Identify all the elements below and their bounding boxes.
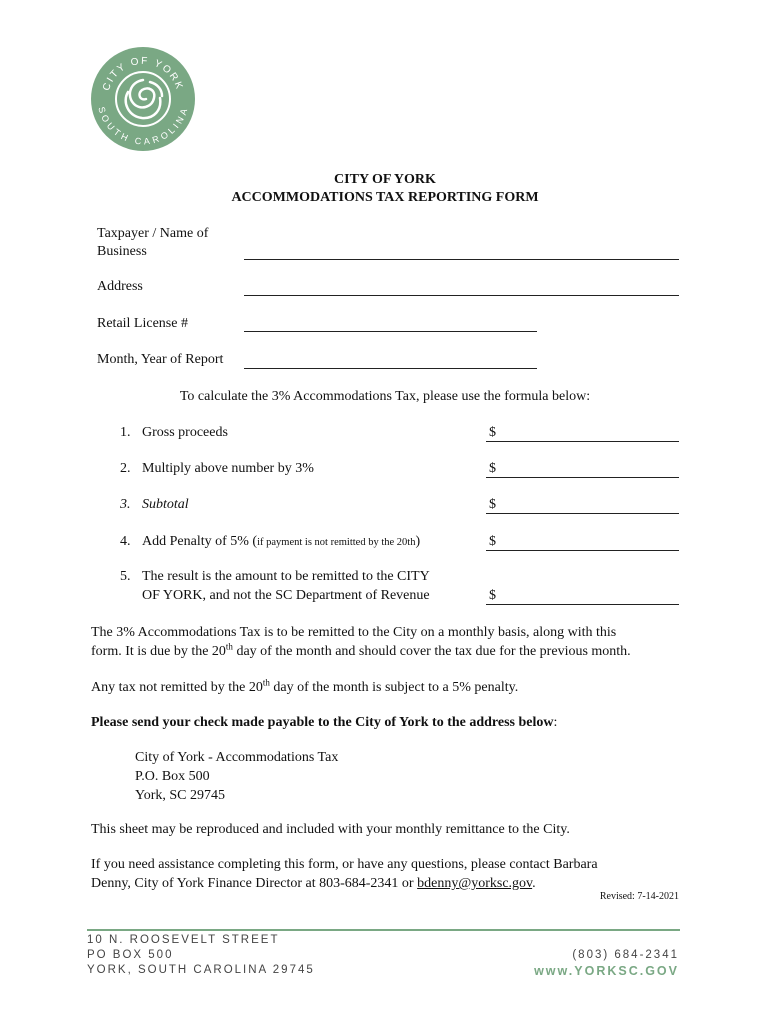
- step-1-number: 1.: [120, 425, 131, 440]
- p1-line2: [91, 642, 691, 661]
- address-label: Address: [97, 279, 143, 294]
- heading-city: CITY OF YORK: [334, 172, 436, 187]
- address-line-3: York, SC 29745: [135, 788, 225, 803]
- step-2-dollar: $: [489, 461, 496, 476]
- seal-bottom-text: SOUTH CAROLINA: [96, 105, 190, 147]
- address-line-2: P.O. Box 500: [135, 769, 210, 784]
- contact-line-1: If you need assistance completing this form, or have any questions, please contact Barbara: [91, 857, 598, 872]
- footer-street: 10 N. ROOSEVELT STREET: [87, 934, 280, 946]
- p1-b: form. It is due by the 20: [91, 644, 226, 659]
- step-5-dollar: $: [489, 588, 496, 603]
- mailing-address: [135, 748, 338, 805]
- step-4-text: [142, 534, 420, 550]
- formula-intro: To calculate the 3% Accommodations Tax, please use the formula below:: [179, 389, 591, 404]
- step-5-input-line[interactable]: [486, 604, 679, 605]
- step-4-note: if payment is not remitted by the 20th: [257, 537, 416, 548]
- paragraph-penalty: [91, 678, 518, 697]
- step-4-close: ): [415, 534, 421, 549]
- p2-b: day of the month is subject to a 5% penalty.: [269, 680, 519, 695]
- p2-a: Any tax not remitted by the 20: [91, 680, 263, 695]
- step-2-number: 2.: [120, 461, 131, 476]
- step-3-dollar: $: [489, 497, 496, 512]
- step-1-text: Gross proceeds: [142, 425, 228, 440]
- contact-text: Denny, City of York Finance Director at 803-684-2341 or: [91, 876, 418, 891]
- taxpayer-input-line[interactable]: [244, 259, 679, 260]
- paragraph-send-check: [91, 713, 557, 732]
- contact-period: .: [532, 876, 536, 891]
- step-5-number: 5.: [120, 569, 131, 584]
- step-3-number: 3.: [120, 497, 131, 512]
- contact-email-link[interactable]: bdenny@yorksc.gov: [417, 876, 533, 891]
- footer-pobox: PO BOX 500: [87, 949, 174, 961]
- month-year-input-line[interactable]: [244, 368, 537, 369]
- send-check-colon: :: [553, 715, 558, 730]
- month-year-label: Month, Year of Report: [97, 352, 224, 367]
- address-line-1: City of York - Accommodations Tax: [135, 750, 339, 765]
- send-check-bold: Please send your check made payable to the City of York to the address below: [91, 715, 554, 730]
- p1-c: day of the month and should cover the tax due for the previous month.: [232, 644, 631, 659]
- p2-sup: th: [262, 677, 270, 688]
- footer-city: YORK, SOUTH CAROLINA 29745: [87, 964, 315, 976]
- step-4-input-line[interactable]: [486, 550, 679, 551]
- paragraph-reproduce: This sheet may be reproduced and included with your monthly remittance to the City.: [91, 822, 570, 837]
- p1-line1: The 3% Accommodations Tax is to be remitted to the City on a monthly basis, along with this: [91, 625, 617, 640]
- taxpayer-label-1: Taxpayer / Name of: [97, 226, 209, 241]
- heading-form-title: ACCOMMODATIONS TAX REPORTING FORM: [231, 190, 539, 205]
- step-2-text: Multiply above number by 3%: [142, 461, 314, 476]
- paragraph-remit-schedule: [91, 623, 691, 661]
- footer-divider: [87, 929, 680, 931]
- license-label: Retail License #: [97, 316, 188, 331]
- seal-top-text: CITY OF YORK: [101, 55, 185, 93]
- taxpayer-label-2: Business: [97, 244, 147, 259]
- city-seal-logo: [90, 46, 196, 152]
- step-5-text-line1: The result is the amount to be remitted to the CITY: [142, 569, 430, 584]
- revised-date: Revised: 7-14-2021: [599, 891, 679, 902]
- step-4-number: 4.: [120, 534, 131, 549]
- step-1-dollar: $: [489, 425, 496, 440]
- paragraph-contact: [91, 855, 691, 893]
- p1-sup: th: [225, 641, 233, 652]
- step-5-text-line2: OF YORK, and not the SC Department of Revenue: [142, 588, 430, 603]
- step-1-input-line[interactable]: [486, 441, 679, 442]
- license-input-line[interactable]: [244, 331, 537, 332]
- footer-phone: (803) 684-2341: [572, 949, 679, 961]
- footer-website-link[interactable]: www.YORKSC.GOV: [534, 964, 679, 978]
- address-input-line[interactable]: [244, 295, 679, 296]
- step-3-input-line[interactable]: [486, 513, 679, 514]
- step-4-dollar: $: [489, 534, 496, 549]
- step-3-text: Subtotal: [142, 497, 189, 512]
- step-4-main: Add Penalty of 5% (: [142, 534, 258, 549]
- step-2-input-line[interactable]: [486, 477, 679, 478]
